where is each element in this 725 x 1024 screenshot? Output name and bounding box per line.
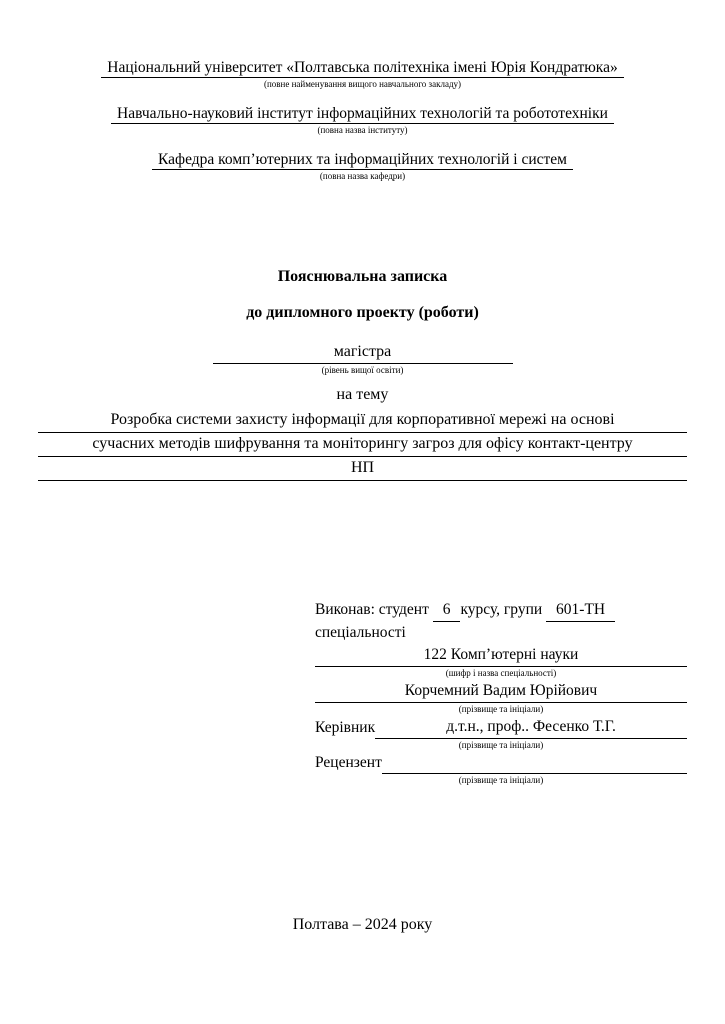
doc-title-line1: Пояснювальна записка: [277, 268, 448, 285]
institute-group: [38, 104, 687, 137]
institute-line: [38, 104, 687, 124]
department-group: [38, 150, 687, 183]
supervisor-line: [315, 716, 687, 739]
degree-wrap: [38, 341, 687, 377]
department-line: [38, 150, 687, 170]
department-name: Кафедра комп’ютерних та інформаційних технологій і систем: [152, 151, 573, 170]
reviewer-caption: (прізвище та ініціали): [458, 775, 544, 785]
topic-block: [38, 409, 687, 481]
group-label: курсу, групи: [460, 601, 543, 618]
department-caption: (повна назва кафедри): [319, 171, 406, 181]
institute-caption: (повна назва інституту): [317, 125, 408, 135]
author-block: [315, 599, 687, 787]
author-name-caption: (прізвище та ініціали): [458, 704, 544, 714]
degree-caption: (рівень вищої освіти): [321, 365, 404, 375]
doc-title-line2: до дипломного проекту (роботи): [246, 304, 479, 321]
author-name-line: Корчемний Вадим Юрійович: [315, 680, 687, 703]
specialty-word-line: [315, 622, 687, 644]
course-value: 6: [433, 599, 461, 622]
university-line: [38, 58, 687, 78]
specialty-value-line: 122 Комп’ютерні науки: [315, 644, 687, 667]
supervisor-caption: (прізвище та ініціали): [458, 740, 544, 750]
supervisor-label: Керівник: [315, 719, 376, 736]
performed-line: [315, 599, 687, 622]
topic-line-3: НП: [38, 457, 687, 481]
group-value: 601-ТН: [546, 599, 615, 622]
supervisor-name: д.т.н., проф.. Фесенко Т.Г.: [375, 716, 687, 739]
university-caption: (повне найменування вищого навчального закладу): [263, 79, 462, 89]
performed-label: Виконав: студент: [315, 601, 429, 618]
title-block: [38, 267, 687, 481]
reviewer-label: Рецензент: [315, 754, 382, 771]
degree-value: магістра: [213, 341, 513, 364]
university-group: [38, 58, 687, 91]
university-name: Національний університет «Полтавська політехніка імені Юрія Кондратюка»: [101, 59, 623, 78]
reviewer-blank-field: [382, 754, 687, 774]
reviewer-line: [315, 752, 687, 774]
topic-line-1: Розробка системи захисту інформації для корпоративної мережі на основі: [38, 409, 687, 433]
specialty-caption: (шифр і назва спеціальності): [445, 668, 557, 678]
topic-label: на тему: [336, 386, 389, 403]
city-year-line: Полтава – 2024 року: [292, 916, 433, 933]
specialty-word: спеціальності: [315, 624, 406, 641]
topic-line-2: сучасних методів шифрування та моніторингу загроз для офісу контакт-центру: [38, 433, 687, 457]
institute-name: Навчально-науковий інститут інформаційних технологій та робототехніки: [111, 105, 614, 124]
document-header: [38, 58, 687, 183]
